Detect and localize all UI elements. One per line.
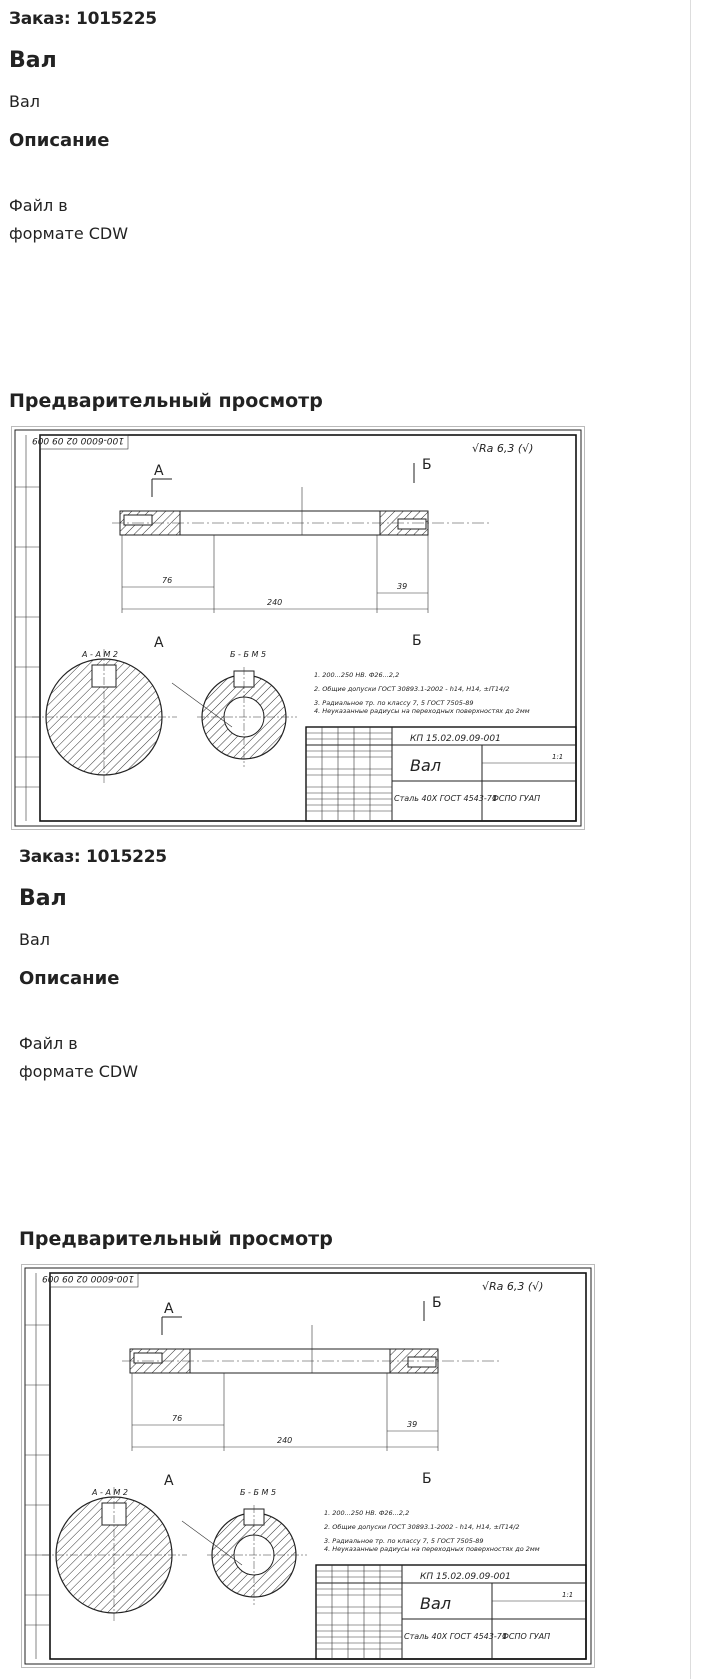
description-heading: Описание xyxy=(9,130,110,151)
doc-code: КП 15.02.09.09-001 xyxy=(410,734,501,744)
keyway-right xyxy=(398,519,426,529)
dim-left: 76 xyxy=(162,576,173,585)
material: Сталь 40Х ГОСТ 4543-71 xyxy=(404,1632,507,1641)
keyway-left xyxy=(124,515,152,525)
keyway-right xyxy=(408,1357,436,1367)
section-b-title: Б - Б М 5 xyxy=(230,650,267,659)
section-a-mark: А xyxy=(164,1473,174,1489)
section-a-mark: А xyxy=(154,635,164,651)
preview-heading: Предварительный просмотр xyxy=(9,390,323,412)
product-subtitle: Вал xyxy=(19,930,51,949)
note-2: 2. Общие допуски ГОСТ 30893.1-2002 - h14, H14, ±IT14/2 xyxy=(314,685,510,693)
roughness-mark: √Ra 6,3 (√) xyxy=(472,442,534,455)
page-edge xyxy=(690,0,691,1679)
section-a-title: А - А М 2 xyxy=(92,1488,128,1497)
drawing-preview[interactable] xyxy=(21,1264,595,1668)
top-stamp-text: 100-6000 02 09 009 xyxy=(42,1273,134,1283)
roughness-mark: √Ra 6,3 (√) xyxy=(482,1280,544,1293)
note-2: 2. Общие допуски ГОСТ 30893.1-2002 - h14, H14, ±IT14/2 xyxy=(324,1523,520,1531)
product-title: Вал xyxy=(19,886,67,911)
section-a-title: А - А М 2 xyxy=(82,650,118,659)
description-text xyxy=(19,1030,138,1086)
note-1: 1. 200...250 НВ. Ф26...2,2 xyxy=(314,671,400,679)
dim-right: 39 xyxy=(397,582,408,591)
dim-left: 76 xyxy=(172,1414,183,1423)
note-1: 1. 200...250 НВ. Ф26...2,2 xyxy=(324,1509,410,1517)
part-name: Вал xyxy=(410,756,442,775)
description-line-1: Файл в xyxy=(9,196,68,215)
scale: 1:1 xyxy=(552,753,564,761)
doc-code: КП 15.02.09.09-001 xyxy=(420,1572,511,1582)
description-text xyxy=(9,192,128,248)
drawing-preview[interactable] xyxy=(11,426,585,830)
part-name: Вал xyxy=(420,1594,452,1613)
organization: ФСПО ГУАП xyxy=(502,1632,551,1641)
section-a-label: А xyxy=(154,463,164,479)
section-b-label: Б xyxy=(432,1295,442,1311)
description-line-2: формате CDW xyxy=(19,1062,139,1081)
product-subtitle: Вал xyxy=(9,92,41,111)
scale: 1:1 xyxy=(562,1591,574,1599)
section-b-label: Б xyxy=(422,457,432,473)
section-b-title: Б - Б М 5 xyxy=(240,1488,277,1497)
note-4: 4. Неуказанные радиусы на переходных поверхностях до 2мм xyxy=(314,707,530,715)
note-3: 3. Радиальное тр. по классу 7, 5 ГОСТ 7505-89 xyxy=(324,1537,484,1545)
technical-drawing xyxy=(22,1265,594,1667)
preview-heading: Предварительный просмотр xyxy=(19,1228,333,1250)
description-line-2: формате CDW xyxy=(9,224,129,243)
description-heading: Описание xyxy=(19,968,120,989)
section-b-mark: Б xyxy=(422,1471,432,1487)
note-3: 3. Радиальное тр. по классу 7, 5 ГОСТ 7505-89 xyxy=(314,699,474,707)
organization: ФСПО ГУАП xyxy=(492,794,541,803)
dim-right: 39 xyxy=(407,1420,418,1429)
description-line-1: Файл в xyxy=(19,1034,78,1053)
technical-drawing xyxy=(12,427,584,829)
section-a-label: А xyxy=(164,1301,174,1317)
note-4: 4. Неуказанные радиусы на переходных поверхностях до 2мм xyxy=(324,1545,540,1553)
top-stamp-text: 100-6000 02 09 009 xyxy=(32,435,124,445)
product-title: Вал xyxy=(9,48,57,73)
keyway-left xyxy=(134,1353,162,1363)
section-b-mark: Б xyxy=(412,633,422,649)
dim-length: 240 xyxy=(267,598,283,607)
order-number: Заказ: 1015225 xyxy=(9,9,157,29)
order-number: Заказ: 1015225 xyxy=(19,847,167,867)
dim-length: 240 xyxy=(277,1436,293,1445)
material: Сталь 40Х ГОСТ 4543-71 xyxy=(394,794,497,803)
